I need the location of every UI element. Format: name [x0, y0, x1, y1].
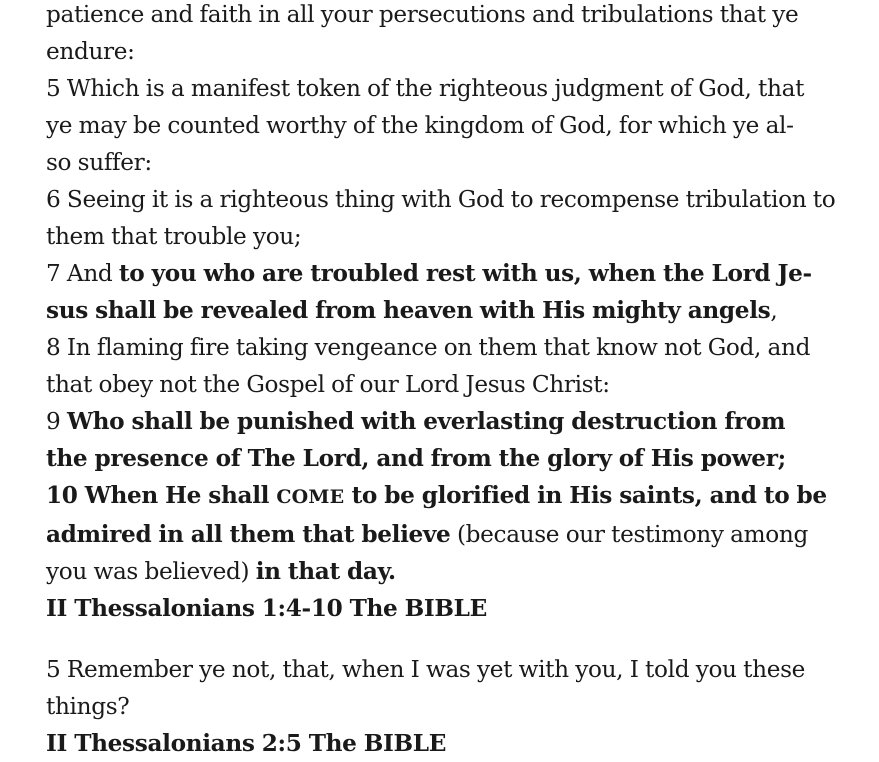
text-line: [46, 144, 846, 181]
text-segment: you was believed): [46, 558, 256, 585]
text-segment: them that trouble you;: [46, 223, 302, 250]
bold-text-segment: II Thessalonians 1:4-10 The BIBLE: [46, 595, 487, 622]
text-line: [46, 292, 846, 329]
text-line: [46, 590, 846, 627]
bold-text-segment: admired in all them that believe: [46, 521, 451, 548]
bold-text-segment: II Thessalonians 2:5 The BIBLE: [46, 730, 447, 757]
text-line: [46, 516, 846, 553]
text-line: [46, 181, 846, 218]
text-line: [46, 329, 846, 366]
text-segment: patience and faith in all your persecutions and tribulations that ye: [46, 1, 799, 28]
bold-text-segment: in that day.: [255, 558, 396, 585]
text-segment: ,: [770, 297, 778, 324]
text-segment: 7 And: [46, 260, 119, 287]
text-line: [46, 70, 846, 107]
text-line: [46, 725, 846, 762]
bold-text-segment: to be glorified in His saints, and to be: [344, 482, 827, 509]
bold-text-segment: Who shall be punished with everlasting destruction from: [66, 408, 786, 435]
text-segment: 6 Seeing it is a righteous thing with God to recompense tribulation to: [46, 186, 836, 213]
text-line: [46, 403, 846, 440]
text-line: [46, 255, 846, 292]
bold-text-segment: sus shall be revealed from heaven with His mighty angels: [46, 297, 771, 324]
text-line: [46, 33, 846, 70]
text-segment: so suffer:: [46, 149, 152, 176]
text-segment: that obey not the Gospel of our Lord Jesus Christ:: [46, 371, 610, 398]
bold-text-segment: COME: [276, 486, 345, 508]
text-segment: 9: [46, 408, 67, 435]
text-line: [46, 0, 846, 33]
text-segment: ye may be counted worthy of the kingdom of God, for which ye al-: [46, 112, 794, 139]
bold-text-segment: to you who are troubled rest with us, when the Lord Je-: [118, 260, 812, 287]
text-segment: endure:: [46, 38, 135, 65]
text-segment: things?: [46, 693, 130, 720]
text-line: [46, 218, 846, 255]
text-line: [46, 366, 846, 403]
text-line: [46, 107, 846, 144]
text-line: [46, 553, 846, 590]
bold-text-segment: 10 When He shall: [46, 482, 277, 509]
bold-text-segment: the presence of The Lord, and from the glory of His power;: [46, 445, 786, 472]
text-segment: (because our testimony among: [450, 521, 808, 548]
text-segment: 5 Remember ye not, that, when I was yet with you, I told you these: [46, 656, 806, 683]
text-segment: 5 Which is a manifest token of the righteous judgment of God, that: [46, 75, 805, 102]
text-segment: 8 In flaming fire taking vengeance on them that know not God, and: [46, 334, 811, 361]
paragraph-gap: [46, 627, 846, 651]
text-line: [46, 688, 846, 725]
text-line: [46, 651, 846, 688]
text-line: [46, 477, 846, 516]
scripture-text-block: [46, 0, 846, 762]
text-line: [46, 440, 846, 477]
